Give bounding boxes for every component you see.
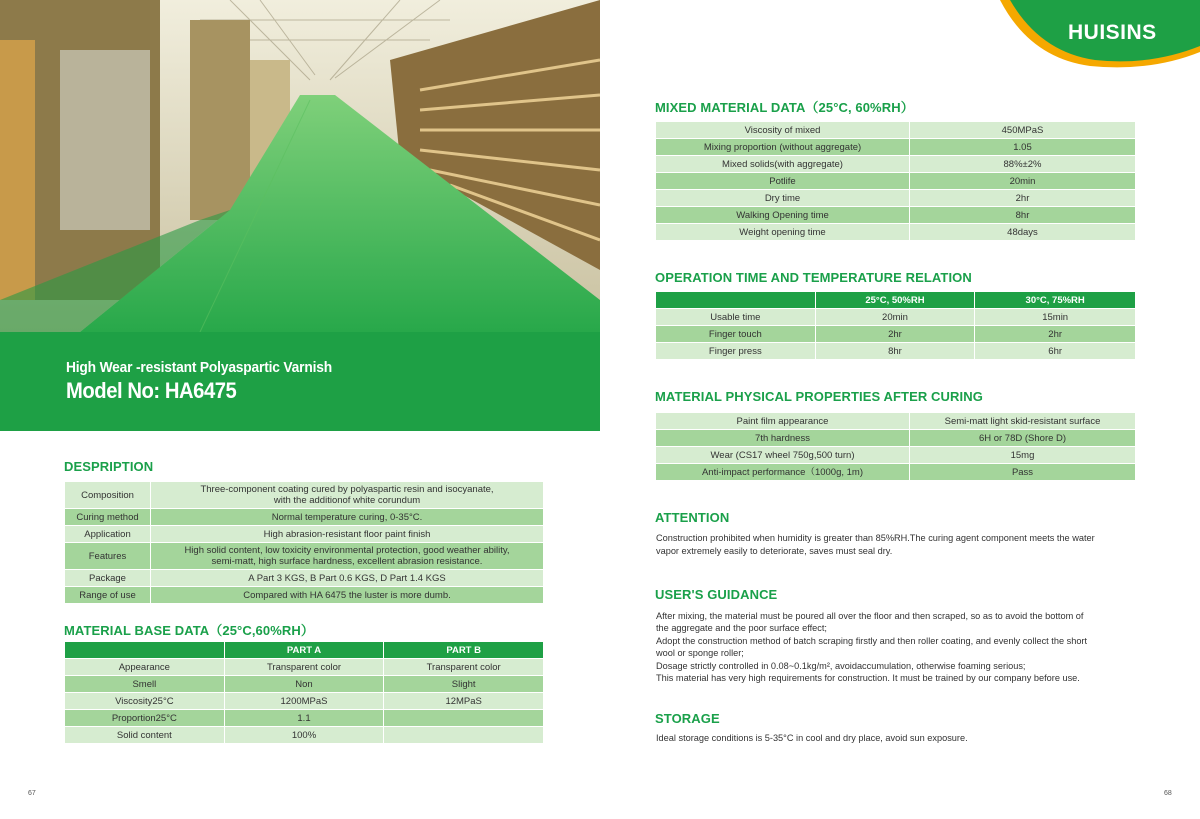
table-cell: 8hr <box>910 207 1136 224</box>
table-cell: Potlife <box>656 173 910 190</box>
storage-text: Ideal storage conditions is 5-35°C in cool and dry place, avoid sun exposure. <box>656 733 968 743</box>
attention-heading: ATTENTION <box>655 510 730 525</box>
description-heading: DESPRIPTION <box>64 459 154 474</box>
table-cell <box>384 710 544 727</box>
page-number-right: 68 <box>1164 790 1172 797</box>
model-number: Model No: HA6475 <box>66 378 237 403</box>
operation-table <box>655 291 1136 360</box>
table-row <box>65 727 544 744</box>
table-row <box>656 309 1136 326</box>
mixed-data-heading: MIXED MATERIAL DATA（25°C, 60%RH） <box>655 100 914 115</box>
table-cell: Semi-matt light skid-resistant surface <box>910 413 1136 430</box>
table-cell: 1.1 <box>224 710 384 727</box>
table-row <box>656 122 1136 139</box>
table-cell: Paint film appearance <box>656 413 910 430</box>
table-cell <box>384 727 544 744</box>
table-row <box>656 413 1136 430</box>
table-cell: Mixing proportion (without aggregate) <box>656 139 910 156</box>
table-cell: 450MPaS <box>910 122 1136 139</box>
table-row <box>65 482 544 509</box>
base-data-heading: MATERIAL BASE DATA（25°C,60%RH） <box>64 623 314 638</box>
logo-mark: H <box>1068 21 1084 44</box>
table-cell: Curing method <box>65 509 151 526</box>
table-cell: Compared with HA 6475 the luster is more dumb. <box>151 587 544 604</box>
table-cell: PART A <box>224 642 384 659</box>
operation-heading: OPERATION TIME AND TEMPERATURE RELATION <box>655 270 972 285</box>
table-cell: Pass <box>910 464 1136 481</box>
table-cell: Normal temperature curing, 0-35°C. <box>151 509 544 526</box>
table-cell: 7th hardness <box>656 430 910 447</box>
table-cell: High solid content, low toxicity environmental protection, good weather ability, semi-matt, high surface hardness, excellent abrasion resistance. <box>151 543 544 570</box>
product-banner <box>0 332 600 431</box>
table-cell: Features <box>65 543 151 570</box>
table-cell: Viscosity25°C <box>65 693 225 710</box>
guidance-heading: USER'S GUIDANCE <box>655 587 778 602</box>
table-cell: 100% <box>224 727 384 744</box>
table-cell: Finger press <box>656 343 816 360</box>
table-row <box>656 207 1136 224</box>
table-cell: Walking Opening time <box>656 207 910 224</box>
table-cell: 6H or 78D (Shore D) <box>910 430 1136 447</box>
table-cell: High abrasion-resistant floor paint finish <box>151 526 544 543</box>
table-row <box>656 326 1136 343</box>
table-cell: Viscosity of mixed <box>656 122 910 139</box>
table-cell: 1200MPaS <box>224 693 384 710</box>
table-cell: Dry time <box>656 190 910 207</box>
table-cell: Wear (CS17 wheel 750g,500 turn) <box>656 447 910 464</box>
table-cell: 8hr <box>815 343 975 360</box>
table-cell: 6hr <box>975 343 1136 360</box>
table-row <box>656 139 1136 156</box>
table-cell: Application <box>65 526 151 543</box>
table-cell: 12MPaS <box>384 693 544 710</box>
table-cell: Non <box>224 676 384 693</box>
table-row <box>656 430 1136 447</box>
table-row <box>65 676 544 693</box>
table-row <box>656 173 1136 190</box>
table-row <box>65 570 544 587</box>
table-row <box>656 224 1136 241</box>
table-cell: 15mg <box>910 447 1136 464</box>
table-cell: A Part 3 KGS, B Part 0.6 KGS, D Part 1.4 KGS <box>151 570 544 587</box>
table-cell <box>656 292 816 309</box>
table-row <box>65 710 544 727</box>
table-cell: 20min <box>815 309 975 326</box>
attention-text: Construction prohibited when humidity is greater than 85%RH.The curing agent component meets the water vapor extremely easily to deteriorate, saves must seal dry. <box>656 533 1095 556</box>
table-cell: Anti-impact performance（1000g, 1m) <box>656 464 910 481</box>
table-cell: Slight <box>384 676 544 693</box>
table-cell: 25°C, 50%RH <box>815 292 975 309</box>
table-cell: 2hr <box>815 326 975 343</box>
mixed-data-table <box>655 121 1136 241</box>
table-cell: Transparent color <box>384 659 544 676</box>
table-cell: 88%±2% <box>910 156 1136 173</box>
table-cell: 15min <box>975 309 1136 326</box>
table-cell: Package <box>65 570 151 587</box>
table-cell: Range of use <box>65 587 151 604</box>
table-row <box>656 464 1136 481</box>
table-cell <box>65 642 225 659</box>
table-cell: Solid content <box>65 727 225 744</box>
table-cell: PART B <box>384 642 544 659</box>
table-cell: 2hr <box>975 326 1136 343</box>
guidance-text: After mixing, the material must be poured all over the floor and then scraped, so as to avoid the bottom of the aggregate and the poor surface effect; Adopt the construction method of batch scraping firstly and then roller coating, and evenly collect the short wool or sponge roller; Dosage strictly controlled in 0.08~0.1kg/m², avoidaccumulation, otherwise foaming serious; This material has very high requirements for construction. It must be trained by our company before use. <box>656 611 1088 684</box>
table-row <box>65 526 544 543</box>
logo-wordmark: HUISINS <box>1068 21 1157 44</box>
page-number-left: 67 <box>28 790 36 797</box>
physical-table <box>655 412 1136 481</box>
table-cell: 1.05 <box>910 139 1136 156</box>
table-cell: Appearance <box>65 659 225 676</box>
table-row <box>656 343 1136 360</box>
table-row <box>65 659 544 676</box>
table-row <box>65 509 544 526</box>
table-row <box>65 642 544 659</box>
table-cell: Three-component coating cured by polyaspartic resin and isocyanate, with the additionof white corundum <box>151 482 544 509</box>
table-cell: Proportion25°C <box>65 710 225 727</box>
table-row <box>656 190 1136 207</box>
factory-floor-photo <box>0 0 600 332</box>
table-cell: 2hr <box>910 190 1136 207</box>
table-row <box>65 693 544 710</box>
description-table <box>64 481 544 604</box>
table-cell: Transparent color <box>224 659 384 676</box>
table-row <box>65 587 544 604</box>
physical-heading: MATERIAL PHYSICAL PROPERTIES AFTER CURING <box>655 389 983 404</box>
table-cell: Finger touch <box>656 326 816 343</box>
table-row <box>656 156 1136 173</box>
table-cell: 20min <box>910 173 1136 190</box>
table-cell: 30°C, 75%RH <box>975 292 1136 309</box>
table-cell: Composition <box>65 482 151 509</box>
table-cell: Weight opening time <box>656 224 910 241</box>
table-row <box>656 447 1136 464</box>
base-data-table <box>64 641 544 744</box>
table-row <box>656 292 1136 309</box>
product-subtitle: High Wear -resistant Polyaspartic Varnish <box>66 359 333 376</box>
storage-heading: STORAGE <box>655 711 720 726</box>
table-cell: Smell <box>65 676 225 693</box>
table-cell: Usable time <box>656 309 816 326</box>
table-cell: Mixed solids(with aggregate) <box>656 156 910 173</box>
table-cell: 48days <box>910 224 1136 241</box>
table-row <box>65 543 544 570</box>
